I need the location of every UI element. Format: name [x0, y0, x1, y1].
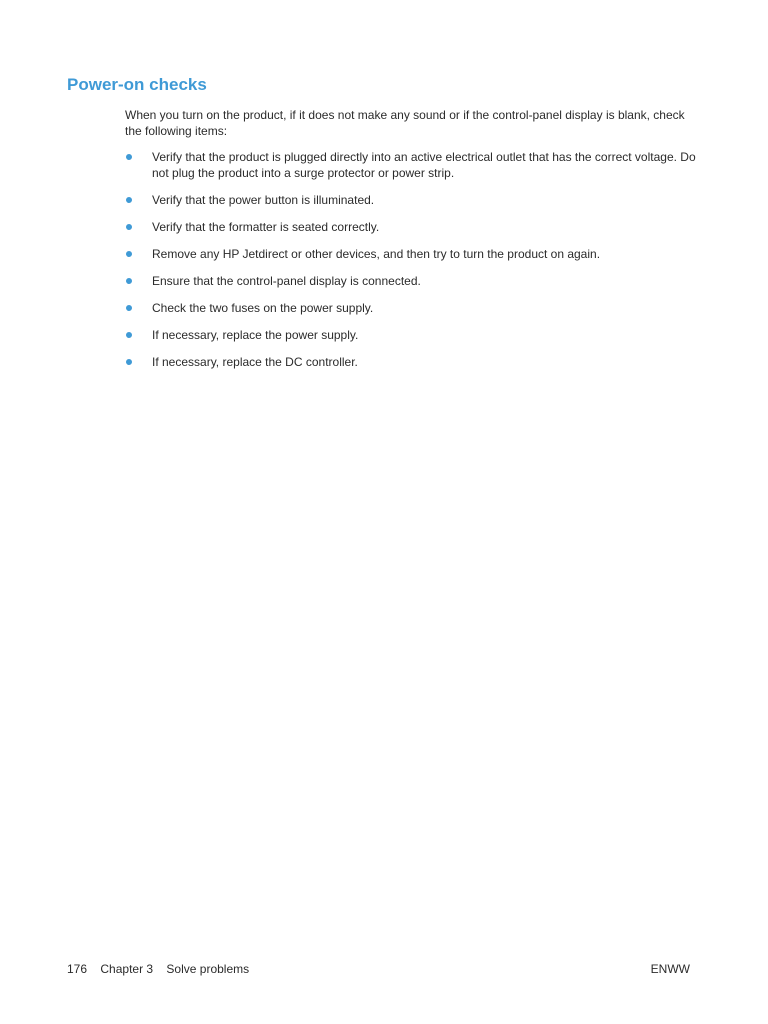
chapter-title: Solve problems — [166, 962, 250, 976]
list-item-text: Verify that the formatter is seated correctly. — [152, 220, 380, 234]
list-item — [125, 219, 705, 235]
locale-code: ENWW — [650, 962, 690, 976]
list-item-text: If necessary, replace the power supply. — [152, 328, 359, 342]
list-item-text: Verify that the product is plugged directly into an active electrical outlet that has the correct voltage. Do not plug the product into a surge protector or power strip. — [152, 150, 696, 180]
page-title: Power-on checks — [67, 75, 207, 94]
bullet-icon — [126, 197, 132, 203]
list-item-text: If necessary, replace the DC controller. — [152, 355, 358, 369]
list-item — [125, 354, 705, 370]
list-item — [125, 246, 705, 262]
bullet-icon — [126, 332, 132, 338]
list-item — [125, 300, 705, 316]
bullet-icon — [126, 278, 132, 284]
chapter-label: Chapter 3 — [100, 962, 154, 976]
page-number: 176 — [67, 962, 88, 976]
list-item — [125, 192, 705, 208]
list-item-text: Verify that the power button is illuminated. — [152, 193, 375, 207]
power-on-checklist — [125, 149, 705, 381]
bullet-icon — [126, 224, 132, 230]
bullet-icon — [126, 359, 132, 365]
list-item — [125, 327, 705, 343]
list-item — [125, 149, 705, 181]
list-item-text: Check the two fuses on the power supply. — [152, 301, 374, 315]
list-item-text: Remove any HP Jetdirect or other devices, and then try to turn the product on again. — [152, 247, 601, 261]
page-footer-left — [67, 961, 249, 977]
bullet-icon — [126, 305, 132, 311]
list-item — [125, 273, 705, 289]
bullet-icon — [126, 251, 132, 257]
bullet-icon — [126, 154, 132, 160]
list-item-text: Ensure that the control-panel display is connected. — [152, 274, 421, 288]
intro-paragraph: When you turn on the product, if it does not make any sound or if the control-panel display is blank, check the following items: — [125, 108, 685, 138]
